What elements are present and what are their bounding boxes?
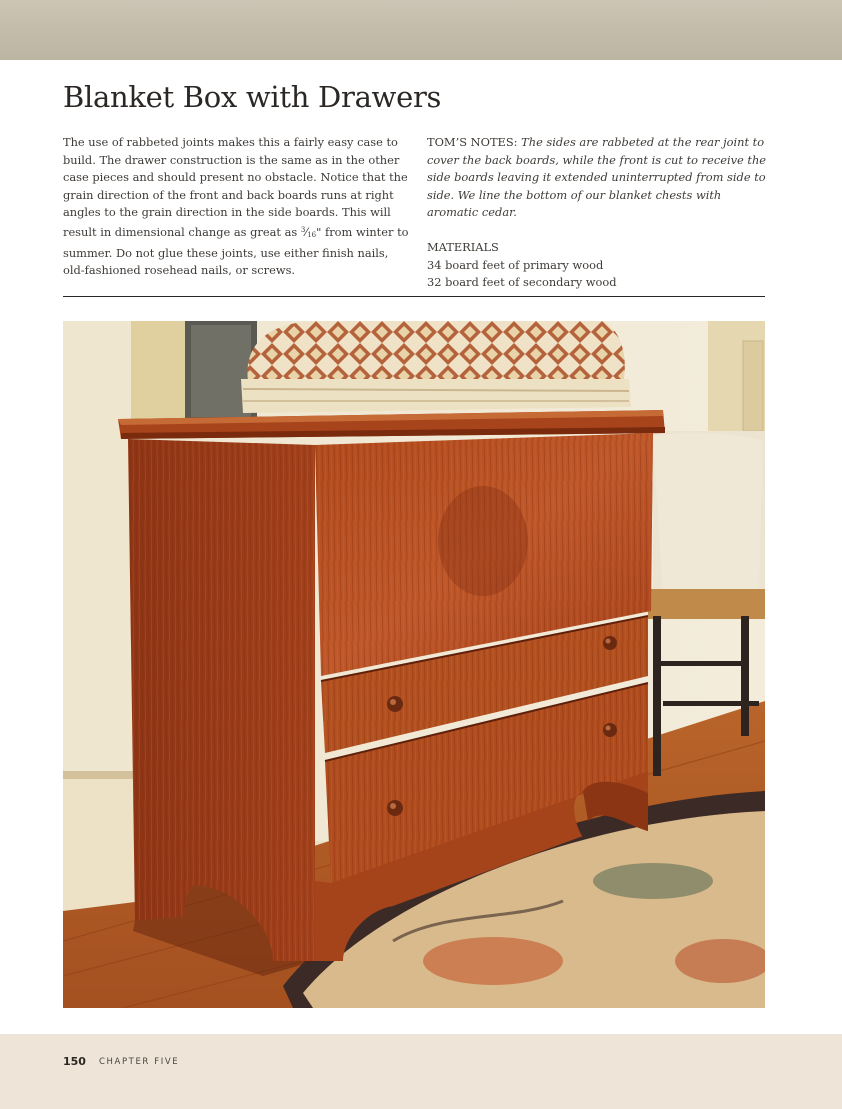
intro-text-part-2: from winter to summer. Do not glue these joints, use either finish nails, old-fashioned rosehead nails, or screws. — [63, 224, 409, 278]
toms-notes — [427, 134, 767, 222]
notes-label: TOM’S NOTES: — [427, 135, 518, 149]
materials-item: 34 board feet of primary wood — [427, 257, 604, 272]
page-number: 150 — [63, 1055, 86, 1068]
fraction-unit: " — [316, 224, 322, 239]
blanket-box-photo — [63, 321, 765, 1008]
top-decorative-band — [0, 0, 842, 60]
intro-text-part-1: The use of rabbeted joints makes this a fairly easy case to build. The drawer construction is the same as in the other case pieces and should present no obstacle. Notice that the grain direction of the front and back boards runs at right angles to the grain direction in the side boards. This will result in dimensional change as great as — [63, 135, 408, 239]
fraction-numerator: 3 — [300, 225, 306, 234]
materials-heading: MATERIALS — [427, 239, 499, 254]
fraction-denominator: 16 — [307, 230, 317, 239]
intro-paragraph: The use of rabbeted joints makes this a fairly easy case to build. The drawer construction is the same as in the other case pieces and should present no obstacle. Notice that the grain direction of the front and back boards runs at right angles to the grain direction in the side boards. This will result in dimensional change as great as $^3$⁄16" from winter to summer. Do not glue these joints, use either finish nails, old-fashioned rosehead nails, or screws. — [63, 135, 409, 278]
section-divider — [63, 296, 765, 297]
chapter-label: CHAPTER FIVE — [99, 1057, 180, 1067]
footer-band — [0, 1034, 842, 1109]
materials-item: 32 board feet of secondary wood — [427, 275, 617, 290]
notes-text: The sides are rabbeted at the rear joint to cover the back boards, while the front is cut to receive the side boards leaving it extended uninterrupted from side to side. We line the bottom of our blanket chests with aromatic cedar. — [427, 135, 767, 220]
notes-column — [427, 134, 767, 292]
page-title: Blanket Box with Drawers — [63, 80, 442, 114]
intro-text-column — [63, 134, 409, 280]
